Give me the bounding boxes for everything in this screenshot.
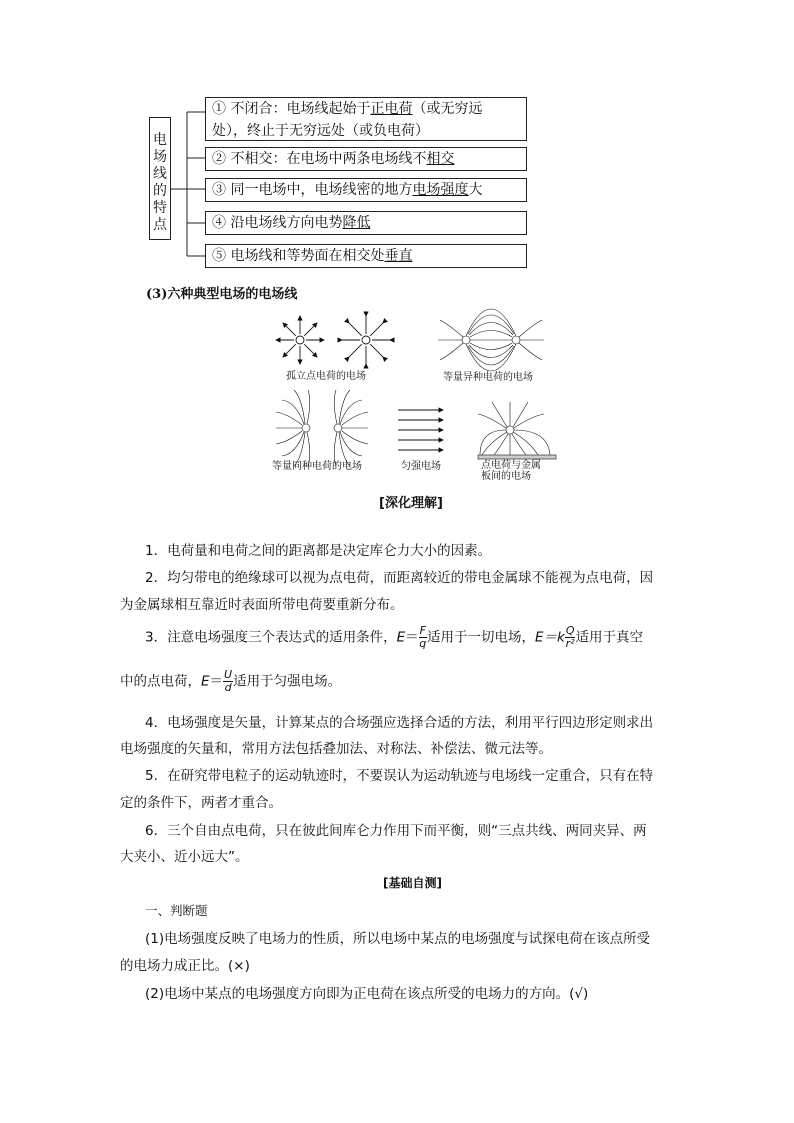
field-ray	[349, 323, 362, 336]
field-ray	[304, 323, 317, 336]
feature-item-3: ③ 同一电场中，电场线密的地方电场强度大	[205, 178, 527, 202]
caption-opposite: 等量异种电荷的电场	[443, 372, 533, 383]
feature-item-4: ④ 沿电场线方向电势降低	[205, 211, 527, 235]
caption-same: 等量同种电荷的电场	[272, 461, 362, 472]
caption-plate-1: 点电荷与金属	[481, 460, 541, 471]
point-5-line2: 定的条件下，两者才重合。	[120, 795, 282, 811]
caption-uniform: 匀强电场	[401, 461, 441, 472]
label-char: 线	[153, 166, 167, 182]
caption-isolated: 孤立点电荷的电场	[286, 371, 366, 382]
label-char: 点	[153, 217, 167, 233]
point-6-line2: 大夹小、近小远大”。	[120, 849, 249, 865]
feature-item-1: ① 不闭合：电场线起始于正电荷（或无穷远 处），终止于无穷远处（或负电荷）	[205, 97, 527, 141]
point-1: 1．电荷量和电荷之间的距离都是决定库仑力大小的因素。	[145, 543, 492, 559]
field-ray	[283, 344, 296, 357]
point-2-line2: 为金属球相互靠近时表面所带电荷要重新分布。	[120, 597, 404, 613]
isolated-charge-2	[342, 316, 390, 364]
point-3-line2: 中的点电荷，E＝ $\frac{U}{d}$ 适用于匀强电场。	[120, 668, 342, 694]
field-ray	[283, 323, 296, 336]
label-char: 特	[153, 200, 167, 216]
point-6-line1: 6．三个自由点电荷，只在彼此间库仑力作用下而平衡，则“三点共线、两同夹异、两	[145, 823, 647, 839]
point-5-line1: 5．在研究带电粒子的运动轨迹时，不要误认为运动轨迹与电场线一定重合，只有在特	[145, 768, 654, 784]
feature-item-2: ② 不相交：在电场中两条电场线不相交	[205, 147, 527, 171]
section-title: (3)六种典型电场的电场线	[146, 287, 298, 302]
field-ray	[370, 344, 383, 357]
caption-plate-2: 板间的电场	[481, 471, 531, 482]
charge-plate-diagram	[478, 402, 556, 459]
field-ray	[349, 344, 362, 357]
field-ray	[304, 344, 317, 357]
same-charges-diagram	[276, 390, 368, 466]
question-1-line2: 的电场力成正比。(×)	[120, 958, 250, 974]
judge-title: 一、判断题	[145, 903, 208, 918]
field-line-figures	[268, 302, 558, 484]
label-char: 电	[153, 132, 167, 148]
heading-self-test: [基础自测]	[383, 876, 442, 890]
uniform-field-diagram	[398, 410, 443, 450]
feature-item-5: ⑤ 电场线和等势面在相交处垂直	[205, 244, 527, 268]
isolated-charge-1	[276, 316, 324, 364]
label-char: 场	[153, 149, 167, 165]
point-2-line1: 2．均匀带电的绝缘球可以视为点电荷，而距离较近的带电金属球不能视为点电荷，因	[145, 570, 654, 586]
point-3-line1: 3．注意电场强度三个表达式的适用条件，E＝ $\frac{F}{q}$ 适用于一切电场，E＝k $\frac{Q}{\text{r²}}$ 适用于真空	[145, 624, 643, 650]
feature-label-box	[149, 117, 171, 240]
question-1-line1: (1)电场强度反映了电场力的性质，所以电场中某点的电场强度与试探电荷在该点所受	[145, 931, 651, 947]
label-char: 的	[153, 183, 167, 199]
point-4-line2: 电场强度的矢量和，常用方法包括叠加法、对称法、补偿法、微元法等。	[120, 741, 552, 757]
bracket-connector	[171, 95, 207, 265]
field-ray	[370, 323, 383, 336]
opposite-charges-diagram	[438, 309, 544, 371]
heading-deep: [深化理解]	[379, 496, 443, 511]
point-4-line1: 4．电场强度是矢量，计算某点的合场强应选择合适的方法，利用平行四边形定则求出	[145, 715, 654, 731]
question-2: (2)电场中某点的电场强度方向即为正电荷在该点所受的电场力的方向。(√)	[145, 986, 589, 1002]
